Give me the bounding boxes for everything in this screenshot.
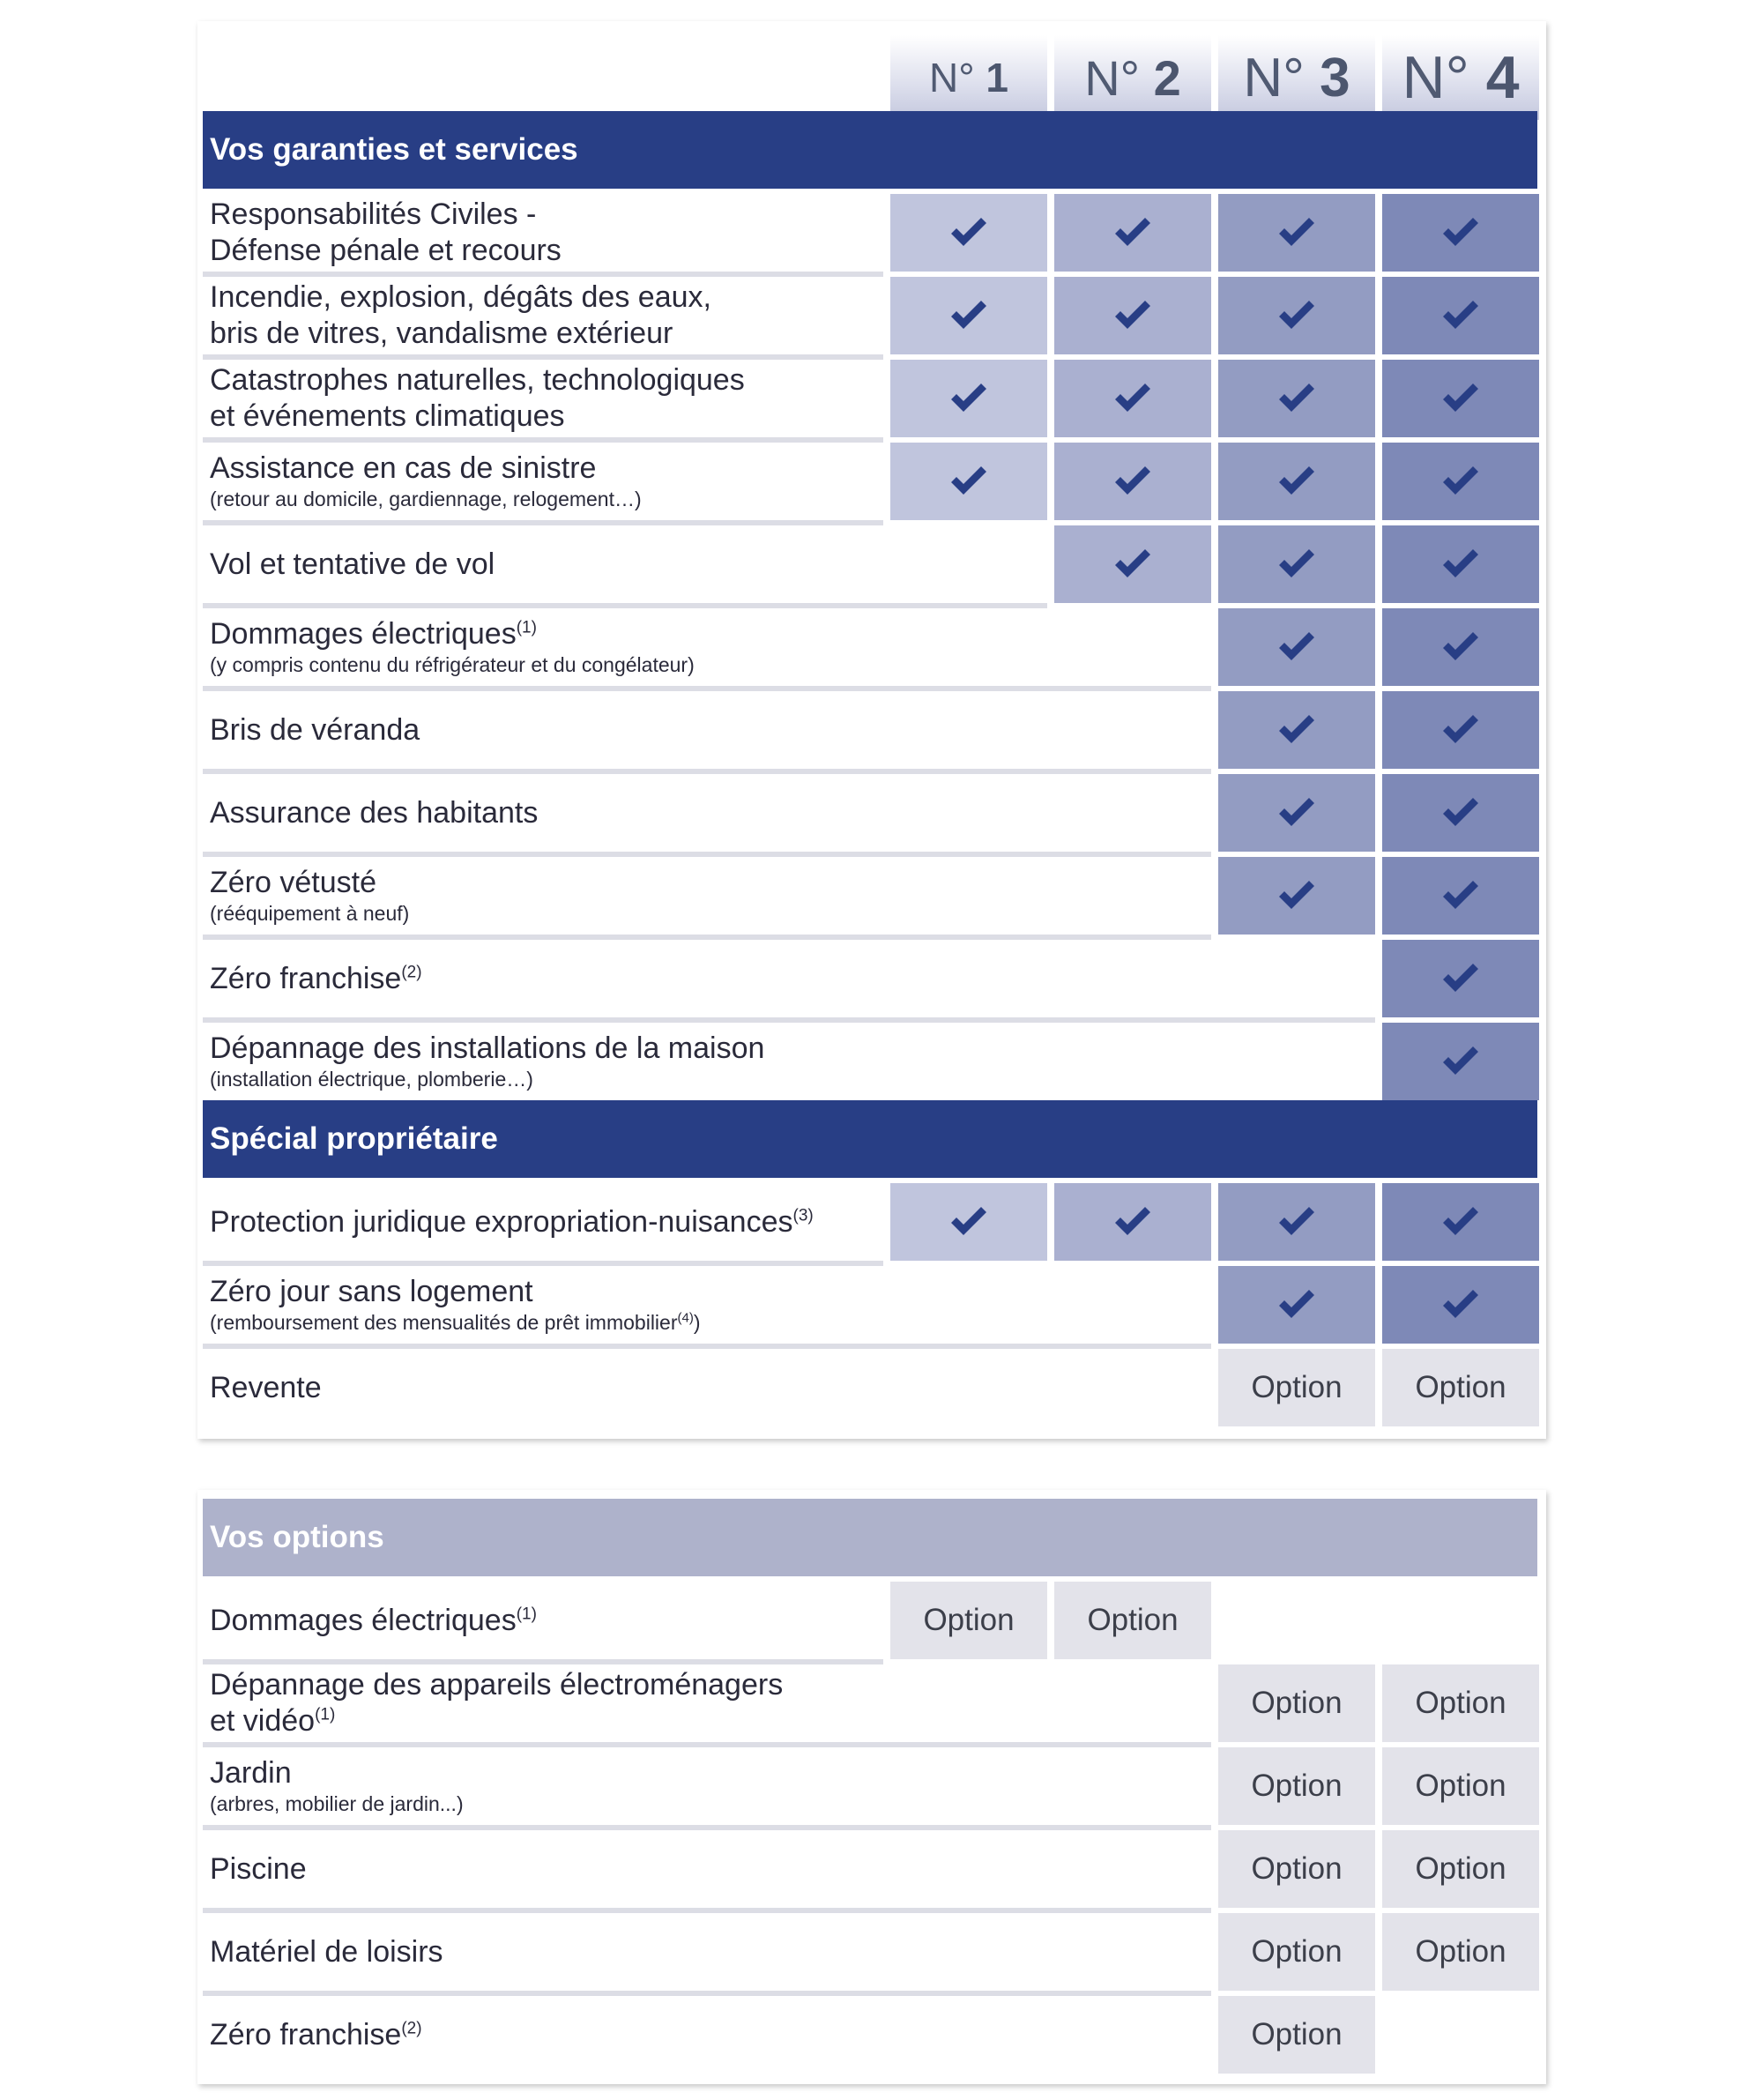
plan-1-included	[890, 277, 1047, 354]
checkmark-icon	[1441, 216, 1480, 249]
row-label	[203, 940, 1375, 1017]
option-label: Option	[1087, 1603, 1179, 1637]
checkmark-icon	[1441, 299, 1480, 332]
row-label-line	[210, 1851, 1211, 1888]
plan-header-2	[1054, 35, 1211, 120]
checkmark-icon	[1277, 299, 1316, 332]
row-label-text: Vol et tentative de vol	[210, 547, 495, 581]
row-label	[203, 1996, 1211, 2074]
footnote-ref: (1)	[516, 618, 537, 637]
plan-2-included	[1054, 277, 1211, 354]
guarantees-table-panel	[197, 21, 1546, 1439]
footnote-ref: (1)	[516, 1605, 537, 1624]
checkmark-icon	[949, 382, 988, 415]
plan-2-included	[1054, 360, 1211, 437]
plan-number: 4	[1485, 44, 1520, 111]
row-label	[203, 277, 883, 354]
checkmark-icon	[1277, 1205, 1316, 1239]
row-label-text: Zéro franchise	[210, 2017, 402, 2052]
row-label	[203, 1349, 1211, 1426]
checkmark-icon	[1113, 382, 1152, 415]
row-label-text: Piscine	[210, 1851, 307, 1886]
plan-4-included	[1382, 360, 1539, 437]
row-label	[203, 857, 1211, 935]
row-label	[203, 443, 883, 520]
plan-4-included	[1382, 194, 1539, 272]
row-note	[210, 1067, 1375, 1092]
plan-prefix: N°	[929, 55, 975, 101]
checkmark-icon	[1113, 1205, 1152, 1239]
checkmark-icon	[1441, 382, 1480, 415]
checkmark-icon	[1113, 465, 1152, 498]
row-label-line	[210, 1370, 1211, 1406]
plan-1-included	[890, 194, 1047, 272]
checkmark-icon	[1277, 796, 1316, 830]
row-label-text: Défense pénale et recours	[210, 234, 562, 267]
option-label: Option	[1251, 1851, 1343, 1886]
plan-4-included	[1382, 277, 1539, 354]
row-label-text: Catastrophes naturelles, technologiques	[210, 363, 745, 397]
option-label: Option	[1415, 1686, 1506, 1720]
checkmark-icon	[949, 299, 988, 332]
row-label-line	[210, 398, 883, 435]
row-label-line	[210, 1755, 1211, 1791]
plan-header-3	[1218, 35, 1375, 120]
row-label-line	[210, 712, 1211, 748]
plan-4-included	[1382, 691, 1539, 769]
row-note-text: (retour au domicile, gardiennage, relogement…)	[210, 488, 642, 510]
row-note	[210, 1310, 1211, 1336]
row-label-line	[210, 362, 883, 398]
checkmark-icon	[1277, 382, 1316, 415]
checkmark-icon	[1113, 547, 1152, 581]
plan-1-option	[890, 1582, 1047, 1659]
checkmark-icon	[1441, 962, 1480, 995]
checkmark-icon	[1441, 465, 1480, 498]
row-note-text: (remboursement des mensualités de prêt immobilier	[210, 1311, 678, 1334]
section-heading-options: Vos options	[203, 1499, 1537, 1576]
option-label: Option	[1251, 1370, 1343, 1404]
plan-4-option	[1382, 1664, 1539, 1742]
row-label-line	[210, 1274, 1211, 1310]
row-label-line	[210, 1667, 1211, 1703]
plan-3-option	[1218, 1664, 1375, 1742]
row-label	[203, 1023, 1375, 1100]
row-label-text: Assurance des habitants	[210, 795, 539, 830]
plan-1-included	[890, 443, 1047, 520]
row-label-text: Incendie, explosion, dégâts des eaux,	[210, 280, 711, 314]
row-note-text: (rééquipement à neuf)	[210, 902, 410, 925]
row-label	[203, 525, 1047, 603]
option-label: Option	[1415, 1851, 1506, 1886]
row-label-text: Dépannage des installations de la maison	[210, 1031, 765, 1065]
checkmark-icon	[1441, 1045, 1480, 1078]
checkmark-icon	[1277, 713, 1316, 747]
plan-3-option	[1218, 1349, 1375, 1426]
option-label: Option	[1251, 2017, 1343, 2052]
row-label-text: Bris de véranda	[210, 712, 420, 747]
plan-4-included	[1382, 443, 1539, 520]
row-label	[203, 1582, 883, 1659]
plan-2-included	[1054, 194, 1211, 272]
row-label-text: et vidéo	[210, 1704, 316, 1738]
row-note-text: (arbres, mobilier de jardin...)	[210, 1792, 464, 1815]
checkmark-icon	[1277, 216, 1316, 249]
footnote-ref: (2)	[401, 2019, 422, 2038]
row-label-text: Dommages électriques	[210, 1603, 517, 1637]
row-label-line	[210, 1031, 1375, 1067]
plan-3-included	[1218, 443, 1375, 520]
plan-1-included	[890, 360, 1047, 437]
row-label-text: Matériel de loisirs	[210, 1934, 443, 1969]
checkmark-icon	[1441, 1205, 1480, 1239]
plan-3-included	[1218, 857, 1375, 935]
plan-4-included	[1382, 608, 1539, 686]
plan-4-option	[1382, 1349, 1539, 1426]
row-label-text: Protection juridique expropriation-nuisances	[210, 1204, 793, 1239]
plan-3-included	[1218, 1266, 1375, 1344]
footnote-ref: (4)	[677, 1310, 694, 1326]
plan-4-included	[1382, 940, 1539, 1017]
plan-3-option	[1218, 1996, 1375, 2074]
row-label-line	[210, 233, 883, 269]
section-heading-guarantees: Vos garanties et services	[203, 111, 1537, 189]
plan-3-included	[1218, 360, 1375, 437]
options-table-panel	[197, 1490, 1546, 2084]
checkmark-icon	[1113, 299, 1152, 332]
checkmark-icon	[949, 1205, 988, 1239]
row-label	[203, 1266, 1211, 1344]
row-label	[203, 1664, 1211, 1742]
row-label-line	[210, 865, 1211, 901]
plan-4-included	[1382, 525, 1539, 603]
checkmark-icon	[1441, 547, 1480, 581]
row-label-text: bris de vitres, vandalisme extérieur	[210, 316, 673, 350]
row-label-text: Dommages électriques	[210, 617, 517, 651]
row-note-end: )	[693, 1311, 701, 1334]
checkmark-icon	[1441, 879, 1480, 912]
row-label-line	[210, 547, 1047, 583]
plan-number: 1	[986, 55, 1008, 101]
row-note-text: (y compris contenu du réfrigérateur et du congélateur)	[210, 653, 695, 676]
checkmark-icon	[1277, 630, 1316, 664]
plan-prefix: N°	[1243, 47, 1305, 108]
row-label-text: Assistance en cas de sinistre	[210, 451, 597, 485]
checkmark-icon	[1441, 796, 1480, 830]
plan-4-included	[1382, 1266, 1539, 1344]
plan-2-included	[1054, 443, 1211, 520]
row-label-text: Dépannage des appareils électroménagers	[210, 1668, 784, 1702]
plan-4-included	[1382, 1183, 1539, 1261]
row-note	[210, 1791, 1211, 1817]
row-label-text: Zéro franchise	[210, 961, 402, 995]
row-note-text: (installation électrique, plomberie…)	[210, 1068, 533, 1091]
row-label-text: Zéro jour sans logement	[210, 1275, 533, 1308]
row-label-line	[210, 2017, 1211, 2053]
row-note	[210, 487, 883, 512]
plan-4-option	[1382, 1747, 1539, 1825]
row-note	[210, 901, 1211, 927]
plan-2-included	[1054, 1183, 1211, 1261]
row-label-line	[210, 795, 1211, 831]
option-label: Option	[1415, 1370, 1506, 1404]
row-label	[203, 1183, 883, 1261]
row-label-line	[210, 961, 1375, 997]
row-label	[203, 194, 883, 272]
row-label	[203, 691, 1211, 769]
section-heading-owner: Spécial propriétaire	[203, 1100, 1537, 1178]
checkmark-icon	[1277, 465, 1316, 498]
row-label-text: et événements climatiques	[210, 399, 565, 433]
row-label-line	[210, 1204, 883, 1240]
checkmark-icon	[1441, 1288, 1480, 1322]
row-label-line	[210, 279, 883, 316]
row-label	[203, 774, 1211, 852]
plan-header-4	[1382, 35, 1539, 120]
row-label	[203, 1830, 1211, 1908]
plan-4-included	[1382, 1023, 1539, 1100]
plan-number: 3	[1320, 47, 1350, 108]
plan-prefix: N°	[1084, 49, 1141, 106]
row-label	[203, 360, 883, 437]
footnote-ref: (2)	[401, 963, 422, 982]
option-label: Option	[923, 1603, 1015, 1637]
option-label: Option	[1415, 1769, 1506, 1803]
plan-3-option	[1218, 1747, 1375, 1825]
plan-2-included	[1054, 525, 1211, 603]
row-label-text: Jardin	[210, 1756, 292, 1790]
plan-3-included	[1218, 277, 1375, 354]
row-label-line	[210, 197, 883, 233]
footnote-ref: (3)	[792, 1206, 814, 1225]
checkmark-icon	[949, 465, 988, 498]
checkmark-icon	[1277, 1288, 1316, 1322]
row-label	[203, 608, 1211, 686]
plan-3-included	[1218, 691, 1375, 769]
row-label-line	[210, 1603, 883, 1639]
plan-3-included	[1218, 774, 1375, 852]
footnote-ref: (1)	[315, 1705, 336, 1724]
checkmark-icon	[1277, 879, 1316, 912]
plan-4-option	[1382, 1830, 1539, 1908]
row-label	[203, 1747, 1211, 1825]
plan-3-included	[1218, 608, 1375, 686]
row-label-text: Revente	[210, 1370, 322, 1404]
plan-number: 2	[1153, 49, 1181, 106]
option-label: Option	[1251, 1769, 1343, 1803]
plan-4-included	[1382, 774, 1539, 852]
plan-4-option	[1382, 1913, 1539, 1991]
plan-3-included	[1218, 525, 1375, 603]
plan-4-included	[1382, 857, 1539, 935]
option-label: Option	[1251, 1934, 1343, 1969]
plan-3-option	[1218, 1830, 1375, 1908]
row-label-line	[210, 616, 1211, 652]
row-label-line	[210, 1703, 1211, 1739]
plan-3-included	[1218, 1183, 1375, 1261]
checkmark-icon	[949, 216, 988, 249]
checkmark-icon	[1441, 713, 1480, 747]
checkmark-icon	[1441, 630, 1480, 664]
row-label-line	[210, 1934, 1211, 1970]
row-label-text: Zéro vétusté	[210, 866, 376, 899]
row-label-line	[210, 451, 883, 487]
plan-prefix: N°	[1402, 44, 1469, 111]
row-label	[203, 1913, 1211, 1991]
plan-header-1	[890, 35, 1047, 120]
option-label: Option	[1251, 1686, 1343, 1720]
row-label-line	[210, 316, 883, 352]
row-label-text: Responsabilités Civiles -	[210, 197, 537, 231]
checkmark-icon	[1277, 547, 1316, 581]
plan-1-included	[890, 1183, 1047, 1261]
option-label: Option	[1415, 1934, 1506, 1969]
plan-3-option	[1218, 1913, 1375, 1991]
plan-3-included	[1218, 194, 1375, 272]
row-note	[210, 652, 1211, 678]
checkmark-icon	[1113, 216, 1152, 249]
plan-2-option	[1054, 1582, 1211, 1659]
